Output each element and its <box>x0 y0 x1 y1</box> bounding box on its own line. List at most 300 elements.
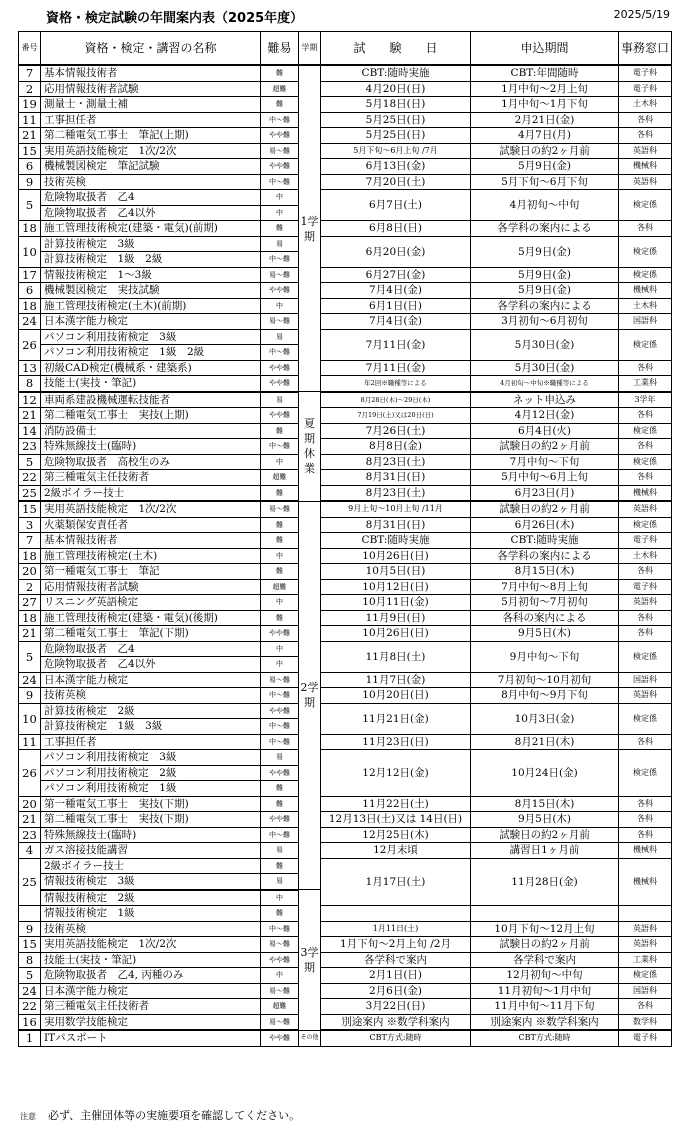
qualification-name: 基本情報技術者 <box>41 533 261 549</box>
page-header <box>0 0 682 30</box>
office-contact: 英語科 <box>619 174 672 190</box>
table-row <box>19 221 672 237</box>
exam-date: 8月23日(土) <box>321 485 471 501</box>
exam-date: 別途案内 ※数学科案内 <box>321 1014 471 1030</box>
exam-date: 8月28日(木)～29日(木) <box>321 392 471 408</box>
difficulty-level: 難 <box>261 517 299 533</box>
qualification-name: 技術英検 <box>41 688 261 704</box>
table-row <box>19 360 672 376</box>
exam-date: 5月25日(日) <box>321 112 471 128</box>
application-period: 10月3日(金) <box>471 703 619 734</box>
exam-date: 8月8日(金) <box>321 439 471 455</box>
office-contact: 各科 <box>619 564 672 580</box>
table-row <box>19 485 672 501</box>
qualification-name: 危険物取扱者 乙4 <box>41 190 261 206</box>
row-number: 27 <box>19 595 41 611</box>
application-period: 1月中旬～1月下旬 <box>471 97 619 113</box>
difficulty-level: 中 <box>261 641 299 657</box>
page-title: 資格・検定試験の年間案内表（2025年度） <box>46 11 304 26</box>
table-row <box>19 517 672 533</box>
application-period: 7月中旬～8月上旬 <box>471 579 619 595</box>
row-number: 11 <box>19 734 41 750</box>
office-contact: 検定係 <box>619 454 672 470</box>
qualification-name: 情報技術検定 1級 <box>41 906 261 922</box>
row-number: 4 <box>19 843 41 859</box>
difficulty-level: 中～難 <box>261 112 299 128</box>
col-header-name: 資格・検定・講習の名称 <box>41 32 261 66</box>
application-period: 4月12日(金) <box>471 408 619 424</box>
table-header-row <box>19 32 672 66</box>
table-row <box>19 688 672 704</box>
row-number: 21 <box>19 626 41 642</box>
row-number <box>19 906 41 922</box>
col-header-office: 事務窓口 <box>619 32 672 66</box>
office-contact: 各科 <box>619 812 672 828</box>
application-period: 試験日の約2ヶ月前 <box>471 143 619 159</box>
application-period: 5月初旬～7月初旬 <box>471 595 619 611</box>
exam-date: 11月23日(日) <box>321 734 471 750</box>
table-row <box>19 796 672 812</box>
row-number: 8 <box>19 376 41 392</box>
difficulty-level: やや難 <box>261 1030 299 1046</box>
row-number: 21 <box>19 128 41 144</box>
exam-date: CBT:随時実施 <box>321 533 471 549</box>
table-row <box>19 626 672 642</box>
table-row <box>19 827 672 843</box>
exam-date: 7月26日(土) <box>321 423 471 439</box>
row-number: 21 <box>19 812 41 828</box>
exam-date <box>321 906 471 922</box>
difficulty-level: 易～難 <box>261 937 299 953</box>
qualification-name: 実用英語技能検定 1次/2次 <box>41 143 261 159</box>
row-number: 5 <box>19 454 41 470</box>
col-header-application: 申込期間 <box>471 32 619 66</box>
difficulty-level: 中 <box>261 298 299 314</box>
application-period: 5月9日(金) <box>471 236 619 267</box>
row-number: 3 <box>19 517 41 533</box>
office-contact: 検定係 <box>619 236 672 267</box>
schedule-table <box>18 31 672 1047</box>
row-number: 23 <box>19 827 41 843</box>
office-contact: 電子科 <box>619 65 672 81</box>
application-period: 各学科の案内による <box>471 548 619 564</box>
exam-date: 6月20日(金) <box>321 236 471 267</box>
office-contact: 各科 <box>619 128 672 144</box>
table-row <box>19 159 672 175</box>
difficulty-level: 中～難 <box>261 174 299 190</box>
row-number: 22 <box>19 999 41 1015</box>
difficulty-level: 難 <box>261 781 299 797</box>
application-period: 7月初旬～10月初旬 <box>471 672 619 688</box>
qualification-name: 計算技術検定 1級 3級 <box>41 719 261 735</box>
table-row <box>19 408 672 424</box>
application-period: 試験日の約2ヶ月前 <box>471 501 619 517</box>
exam-date: 9月上旬～10月上旬 /11月 <box>321 501 471 517</box>
table-row <box>19 283 672 299</box>
row-number: 5 <box>19 190 41 221</box>
row-number: 19 <box>19 97 41 113</box>
table-row <box>19 641 672 657</box>
qualification-name: 測量士・測量士補 <box>41 97 261 113</box>
table-row <box>19 190 672 206</box>
difficulty-level: やや難 <box>261 408 299 424</box>
col-header-exam-date: 試 験 日 <box>321 32 471 66</box>
table-row <box>19 858 672 874</box>
table-row <box>19 128 672 144</box>
difficulty-level: やや難 <box>261 765 299 781</box>
col-header-difficulty: 難易 <box>261 32 299 66</box>
difficulty-level: 易～難 <box>261 501 299 517</box>
exam-date: 6月8日(日) <box>321 221 471 237</box>
qualification-name: 情報技術検定 1～3級 <box>41 267 261 283</box>
exam-date: 1月下旬～2月上旬 /2月 <box>321 937 471 953</box>
difficulty-level: 中～難 <box>261 252 299 268</box>
office-contact: 3学年 <box>619 392 672 408</box>
office-contact: 英語科 <box>619 937 672 953</box>
exam-date: 8月23日(土) <box>321 454 471 470</box>
difficulty-level: 中～難 <box>261 345 299 361</box>
office-contact: 検定係 <box>619 703 672 734</box>
office-contact: 各科 <box>619 999 672 1015</box>
table-row <box>19 983 672 999</box>
office-contact: 検定係 <box>619 329 672 360</box>
qualification-name: リスニング英語検定 <box>41 595 261 611</box>
qualification-name: 火薬類保安責任者 <box>41 517 261 533</box>
qualification-name: 機械製図検定 筆記試験 <box>41 159 261 175</box>
table-row <box>19 595 672 611</box>
difficulty-level: 易～難 <box>261 267 299 283</box>
row-number: 24 <box>19 314 41 330</box>
office-contact: 英語科 <box>619 501 672 517</box>
table-row <box>19 267 672 283</box>
difficulty-level: 中 <box>261 454 299 470</box>
difficulty-level: 中 <box>261 968 299 984</box>
exam-date: CBT:随時実施 <box>321 65 471 81</box>
difficulty-level: 易 <box>261 874 299 890</box>
difficulty-level: 中 <box>261 205 299 221</box>
qualification-name: 実用数学技能検定 <box>41 1014 261 1030</box>
exam-date: 各学科で案内 <box>321 952 471 968</box>
table-row <box>19 672 672 688</box>
row-number: 20 <box>19 564 41 580</box>
difficulty-level: 易～難 <box>261 1014 299 1030</box>
difficulty-level: やや難 <box>261 128 299 144</box>
row-number: 9 <box>19 921 41 937</box>
exam-date: 10月12日(日) <box>321 579 471 595</box>
application-period: 5月9日(金) <box>471 283 619 299</box>
application-period: 6月26日(木) <box>471 517 619 533</box>
row-number: 11 <box>19 112 41 128</box>
difficulty-level: 難 <box>261 221 299 237</box>
application-period: 6月4日(火) <box>471 423 619 439</box>
exam-date: 3月22日(日) <box>321 999 471 1015</box>
table-row <box>19 97 672 113</box>
row-number: 7 <box>19 533 41 549</box>
qualification-name: 2級ボイラー技士 <box>41 485 261 501</box>
row-number: 15 <box>19 143 41 159</box>
exam-date: 8月31日(日) <box>321 470 471 486</box>
table-row <box>19 906 672 922</box>
table-row <box>19 112 672 128</box>
exam-date: 10月26日(日) <box>321 626 471 642</box>
footer-note-label: 注意 <box>20 1112 36 1121</box>
office-contact: 各科 <box>619 626 672 642</box>
exam-date: 7月11日(金) <box>321 360 471 376</box>
qualification-name: 第三種電気主任技術者 <box>41 999 261 1015</box>
difficulty-level: 中～難 <box>261 921 299 937</box>
office-contact: 電子科 <box>619 81 672 97</box>
qualification-name: 施工管理技術検定(土木) <box>41 548 261 564</box>
row-number: 18 <box>19 548 41 564</box>
application-period: 11月初旬～1月中旬 <box>471 983 619 999</box>
exam-date: 11月21日(金) <box>321 703 471 734</box>
office-contact: 検定係 <box>619 423 672 439</box>
qualification-name: 第一種電気工事士 筆記 <box>41 564 261 580</box>
application-period: 8月21日(木) <box>471 734 619 750</box>
office-contact: 電子科 <box>619 579 672 595</box>
qualification-name: 応用情報技術者試験 <box>41 579 261 595</box>
qualification-name: 計算技術検定 3級 <box>41 236 261 252</box>
exam-date: 7月4日(金) <box>321 283 471 299</box>
table-row <box>19 999 672 1015</box>
application-period: 7月中旬～下旬 <box>471 454 619 470</box>
table-row <box>19 174 672 190</box>
difficulty-level: やや難 <box>261 283 299 299</box>
difficulty-level: 難 <box>261 65 299 81</box>
difficulty-level: 中 <box>261 190 299 206</box>
office-contact: 検定係 <box>619 641 672 672</box>
difficulty-level: 易 <box>261 843 299 859</box>
application-period: 8月15日(木) <box>471 564 619 580</box>
row-number: 2 <box>19 81 41 97</box>
exam-date: 11月8日(土) <box>321 641 471 672</box>
table-row <box>19 501 672 517</box>
qualification-name: パソコン利用技術検定 1級 2級 <box>41 345 261 361</box>
table-body <box>19 65 672 1046</box>
row-number: 15 <box>19 501 41 517</box>
table-row <box>19 812 672 828</box>
difficulty-level: 易 <box>261 329 299 345</box>
exam-date: 7月19日(土)又は20日(日) <box>321 408 471 424</box>
office-contact: 国語科 <box>619 672 672 688</box>
table-row <box>19 734 672 750</box>
table-row <box>19 439 672 455</box>
table-row <box>19 65 672 81</box>
qualification-name: パソコン利用技術検定 1級 <box>41 781 261 797</box>
application-period: CBT:年間随時 <box>471 65 619 81</box>
row-number: 7 <box>19 65 41 81</box>
row-number: 8 <box>19 952 41 968</box>
table-row <box>19 968 672 984</box>
difficulty-level: 難 <box>261 610 299 626</box>
application-period: 各学科で案内 <box>471 952 619 968</box>
table-row <box>19 952 672 968</box>
office-contact: 英語科 <box>619 688 672 704</box>
application-period: 11月中旬～11月下旬 <box>471 999 619 1015</box>
office-contact: 検定係 <box>619 968 672 984</box>
exam-date: 1月11日(土) <box>321 921 471 937</box>
difficulty-level: やや難 <box>261 626 299 642</box>
exam-date: 7月11日(金) <box>321 329 471 360</box>
qualification-name: 基本情報技術者 <box>41 65 261 81</box>
exam-date: 10月20日(日) <box>321 688 471 704</box>
office-contact: 英語科 <box>619 595 672 611</box>
footer-note <box>20 1107 300 1123</box>
qualification-name: 消防設備士 <box>41 423 261 439</box>
qualification-name: 2級ボイラー技士 <box>41 858 261 874</box>
qualification-name: 情報技術検定 3級 <box>41 874 261 890</box>
exam-date: 2月1日(日) <box>321 968 471 984</box>
application-period <box>471 906 619 922</box>
qualification-name: 計算技術検定 2級 <box>41 703 261 719</box>
application-period: 4月7日(月) <box>471 128 619 144</box>
application-period: 各学科の案内による <box>471 298 619 314</box>
difficulty-level: 難 <box>261 423 299 439</box>
application-period: 別途案内 ※数学科案内 <box>471 1014 619 1030</box>
difficulty-level: やや難 <box>261 952 299 968</box>
application-period: 12月初旬～中旬 <box>471 968 619 984</box>
office-contact: 土木科 <box>619 548 672 564</box>
application-period: 8月15日(木) <box>471 796 619 812</box>
exam-date: 11月22日(土) <box>321 796 471 812</box>
difficulty-level: 中～難 <box>261 734 299 750</box>
qualification-name: 工事担任者 <box>41 112 261 128</box>
office-contact: 各科 <box>619 221 672 237</box>
exam-date: 10月11日(金) <box>321 595 471 611</box>
table-row <box>19 298 672 314</box>
qualification-name: 危険物取扱者 乙4, 丙種のみ <box>41 968 261 984</box>
exam-date: 12月25日(木) <box>321 827 471 843</box>
application-period: 9月中旬～下旬 <box>471 641 619 672</box>
office-contact: 各科 <box>619 112 672 128</box>
office-contact: 英語科 <box>619 143 672 159</box>
row-number: 17 <box>19 267 41 283</box>
office-contact: 機械科 <box>619 485 672 501</box>
qualification-name: 施工管理技術検定(建築・電気)(後期) <box>41 610 261 626</box>
difficulty-level: 超難 <box>261 579 299 595</box>
row-number: 10 <box>19 236 41 267</box>
table-row <box>19 81 672 97</box>
qualification-name: 計算技術検定 1級 2級 <box>41 252 261 268</box>
row-number: 22 <box>19 470 41 486</box>
difficulty-level: 中～難 <box>261 719 299 735</box>
qualification-name: 施工管理技術検定(土木)(前期) <box>41 298 261 314</box>
footer-note-text: 必ず、主催団体等の実施要項を確認してください。 <box>48 1109 301 1122</box>
application-period: 11月28日(金) <box>471 858 619 906</box>
office-contact: 各科 <box>619 360 672 376</box>
exam-date: 12月13日(土)又は 14日(日) <box>321 812 471 828</box>
office-contact: 工業科 <box>619 952 672 968</box>
qualification-name: 危険物取扱者 高校生のみ <box>41 454 261 470</box>
qualification-name: 第二種電気工事士 筆記(下期) <box>41 626 261 642</box>
office-contact <box>619 906 672 922</box>
office-contact: 各科 <box>619 796 672 812</box>
qualification-name: 実用英語技能検定 1次/2次 <box>41 937 261 953</box>
table-row <box>19 454 672 470</box>
qualification-name: パソコン利用技術検定 3級 <box>41 750 261 766</box>
table-row <box>19 329 672 345</box>
qualification-name: 機械製図検定 実技試験 <box>41 283 261 299</box>
exam-date: 8月31日(日) <box>321 517 471 533</box>
qualification-name: 施工管理技術検定(建築・電気)(前期) <box>41 221 261 237</box>
application-period: 4月初旬～中旬 <box>471 190 619 221</box>
qualification-name: 第一種電気工事士 実技(下期) <box>41 796 261 812</box>
exam-date: 10月5日(日) <box>321 564 471 580</box>
difficulty-level: 難 <box>261 858 299 874</box>
office-contact: 土木科 <box>619 97 672 113</box>
row-number: 23 <box>19 439 41 455</box>
application-period: 試験日の約2ヶ月前 <box>471 827 619 843</box>
qualification-name: 第二種電気工事士 実技(下期) <box>41 812 261 828</box>
qualification-name: 情報技術検定 2級 <box>41 890 261 906</box>
office-contact: 検定係 <box>619 517 672 533</box>
application-period: 5月30日(金) <box>471 360 619 376</box>
office-contact: 国語科 <box>619 983 672 999</box>
row-number: 13 <box>19 360 41 376</box>
application-period: 5月9日(金) <box>471 267 619 283</box>
qualification-name: 技術英検 <box>41 921 261 937</box>
exam-date: 1月17日(土) <box>321 858 471 906</box>
application-period: 試験日の約2ヶ月前 <box>471 439 619 455</box>
table-row <box>19 392 672 408</box>
page-date: 2025/5/19 <box>613 8 670 21</box>
row-number: 2 <box>19 579 41 595</box>
application-period: 10月下旬～12月上旬 <box>471 921 619 937</box>
qualification-name: 車両系建設機械運転技能者 <box>41 392 261 408</box>
exam-date: 5月18日(日) <box>321 97 471 113</box>
application-period: 4月初旬～中旬※職種等による <box>471 376 619 392</box>
exam-date: 11月7日(金) <box>321 672 471 688</box>
difficulty-level: 中～難 <box>261 827 299 843</box>
application-period: 3月初旬～6月初旬 <box>471 314 619 330</box>
office-contact: 機械科 <box>619 283 672 299</box>
difficulty-level: 中 <box>261 657 299 673</box>
qualification-name: 危険物取扱者 乙4 <box>41 641 261 657</box>
term-label: その他 <box>299 1030 321 1046</box>
qualification-name: 日本漢字能力検定 <box>41 983 261 999</box>
exam-date: 12月末頃 <box>321 843 471 859</box>
table-row <box>19 1030 672 1046</box>
difficulty-level: 中～難 <box>261 688 299 704</box>
term-label: 2学期 <box>299 501 321 890</box>
office-contact: 機械科 <box>619 843 672 859</box>
office-contact: 検定係 <box>619 750 672 797</box>
office-contact: 各科 <box>619 470 672 486</box>
difficulty-level: 中 <box>261 890 299 906</box>
exam-date: 5月25日(日) <box>321 128 471 144</box>
difficulty-level: 難 <box>261 533 299 549</box>
difficulty-level: 易～難 <box>261 983 299 999</box>
office-contact: 工業科 <box>619 376 672 392</box>
qualification-name: 危険物取扱者 乙4以外 <box>41 657 261 673</box>
table-row <box>19 314 672 330</box>
qualification-name: パソコン利用技術検定 3級 <box>41 329 261 345</box>
row-number: 24 <box>19 983 41 999</box>
exam-date: 5月下旬～6月上旬 /7月 <box>321 143 471 159</box>
application-period: ネット申込み <box>471 392 619 408</box>
table-row <box>19 548 672 564</box>
row-number: 14 <box>19 423 41 439</box>
exam-date: 年2回※職種等による <box>321 376 471 392</box>
exam-date: 7月4日(金) <box>321 314 471 330</box>
application-period: 8月中旬～9月下旬 <box>471 688 619 704</box>
difficulty-level: 難 <box>261 97 299 113</box>
difficulty-level: 難 <box>261 906 299 922</box>
office-contact: 検定係 <box>619 190 672 221</box>
term-label: 1学期 <box>299 65 321 392</box>
row-number: 25 <box>19 485 41 501</box>
row-number: 18 <box>19 610 41 626</box>
